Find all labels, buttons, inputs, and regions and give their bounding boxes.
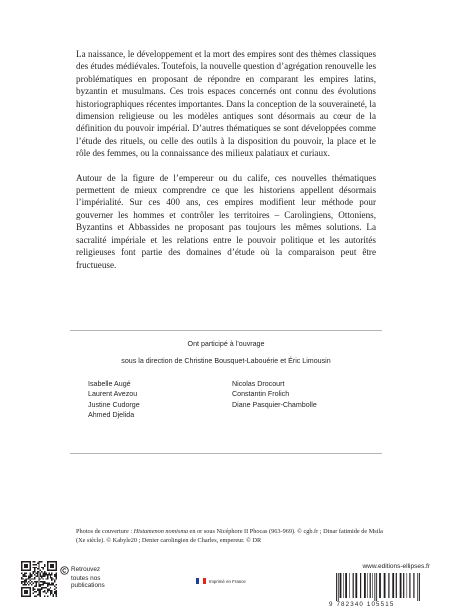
blurb-paragraph-2: Autour de la figure de l’empereur ou du calife, ces nouvelles thématiques permettent de mieux comprendre ce que les historiens appellent désormais l’impérialité. Sur ces 400 ans, ces empires modifient leur méthode pour gouverner les hommes et contrôler les territoires – Carolingiens, Ottoniens, Byzantins et Abbassides ne proposant pas toujours les mêmes solutions. La sacralité impériale et les relations entre le pouvoir politique et les autorités religieuses font partie des domaines d’étude où la comparaison peut être fructueuse.: [76, 172, 376, 270]
credits-coin-name: Histamenon nomisma: [133, 528, 188, 535]
credits-prefix: Photos de couverture :: [76, 528, 134, 535]
publisher-website[interactable]: www.editions-ellipses.fr: [362, 563, 430, 570]
editors-line: sous la direction de Christine Bousquet-Labouérie et Éric Limousin: [121, 357, 331, 365]
flag-stripe-red: [203, 578, 206, 584]
contributor-name: Constantin Frolich: [232, 390, 290, 399]
cover-photo-credits: [76, 528, 384, 545]
contributors-heading: Ont participé à l’ouvrage: [187, 340, 265, 348]
contributors-column-left: [88, 379, 140, 420]
contributor-name: Isabelle Augé: [88, 380, 131, 388]
qr-caption: [60, 566, 105, 590]
blurb-paragraph-1: La naissance, le développement et la mort des empires sont des thèmes classiques des études médiévales. Toutefois, la nouvelle question d’agrégation renouvelle les problématiques en proposant de répondre en comparant les empires latins, byzantin et musulmans. Ces trois espaces concernés ont connu des évolutions historiographiques récentes importantes. Dans la conception de la souveraineté, la dimension religieuse ou les modèles antiques sont désormais au cœur de la définition du pouvoir impérial. D’autres thématiques se sont développées comme l’étude des rituels, ou celle des outils à la disposition du pouvoir, la place et le rôle des femmes, ou la connaissance des milieux palatiaux et curiaux.: [76, 49, 376, 159]
imprint-text: Imprimé en France: [209, 578, 246, 584]
qr-caption-line: publications: [71, 582, 105, 590]
contributor-name: Justine Cudorge: [88, 400, 140, 409]
isbn-number: 9 782340 105515: [329, 601, 395, 608]
isbn-barcode: [330, 573, 430, 601]
contributor-name: Ahmed Djelida: [88, 410, 135, 419]
copyright-circle-icon: [60, 566, 69, 575]
contributor-name: Laurent Avezou: [88, 390, 138, 399]
french-flag-icon: [196, 578, 206, 584]
back-cover-blurb: [76, 48, 376, 271]
contributors-box: [70, 330, 382, 454]
qr-caption-line: Retrouvez: [60, 566, 105, 575]
printed-in-france: [196, 578, 246, 584]
credits-rest: en or sous Nicéphore II Phocas (963-969). © cgb.fr ; Dinar fatimide de Msila (Xe siècle). © Kabyle20 ; Denier carolingien de Charles, empereur. © DR: [76, 528, 383, 544]
qr-caption-line: toutes nos: [71, 575, 101, 582]
contributors-column-right: [232, 379, 317, 410]
contributor-name: Diane Pasquier-Chambolle: [232, 400, 317, 409]
contributor-name: Nicolas Drocourt: [232, 380, 285, 388]
qr-code[interactable]: [21, 561, 57, 597]
